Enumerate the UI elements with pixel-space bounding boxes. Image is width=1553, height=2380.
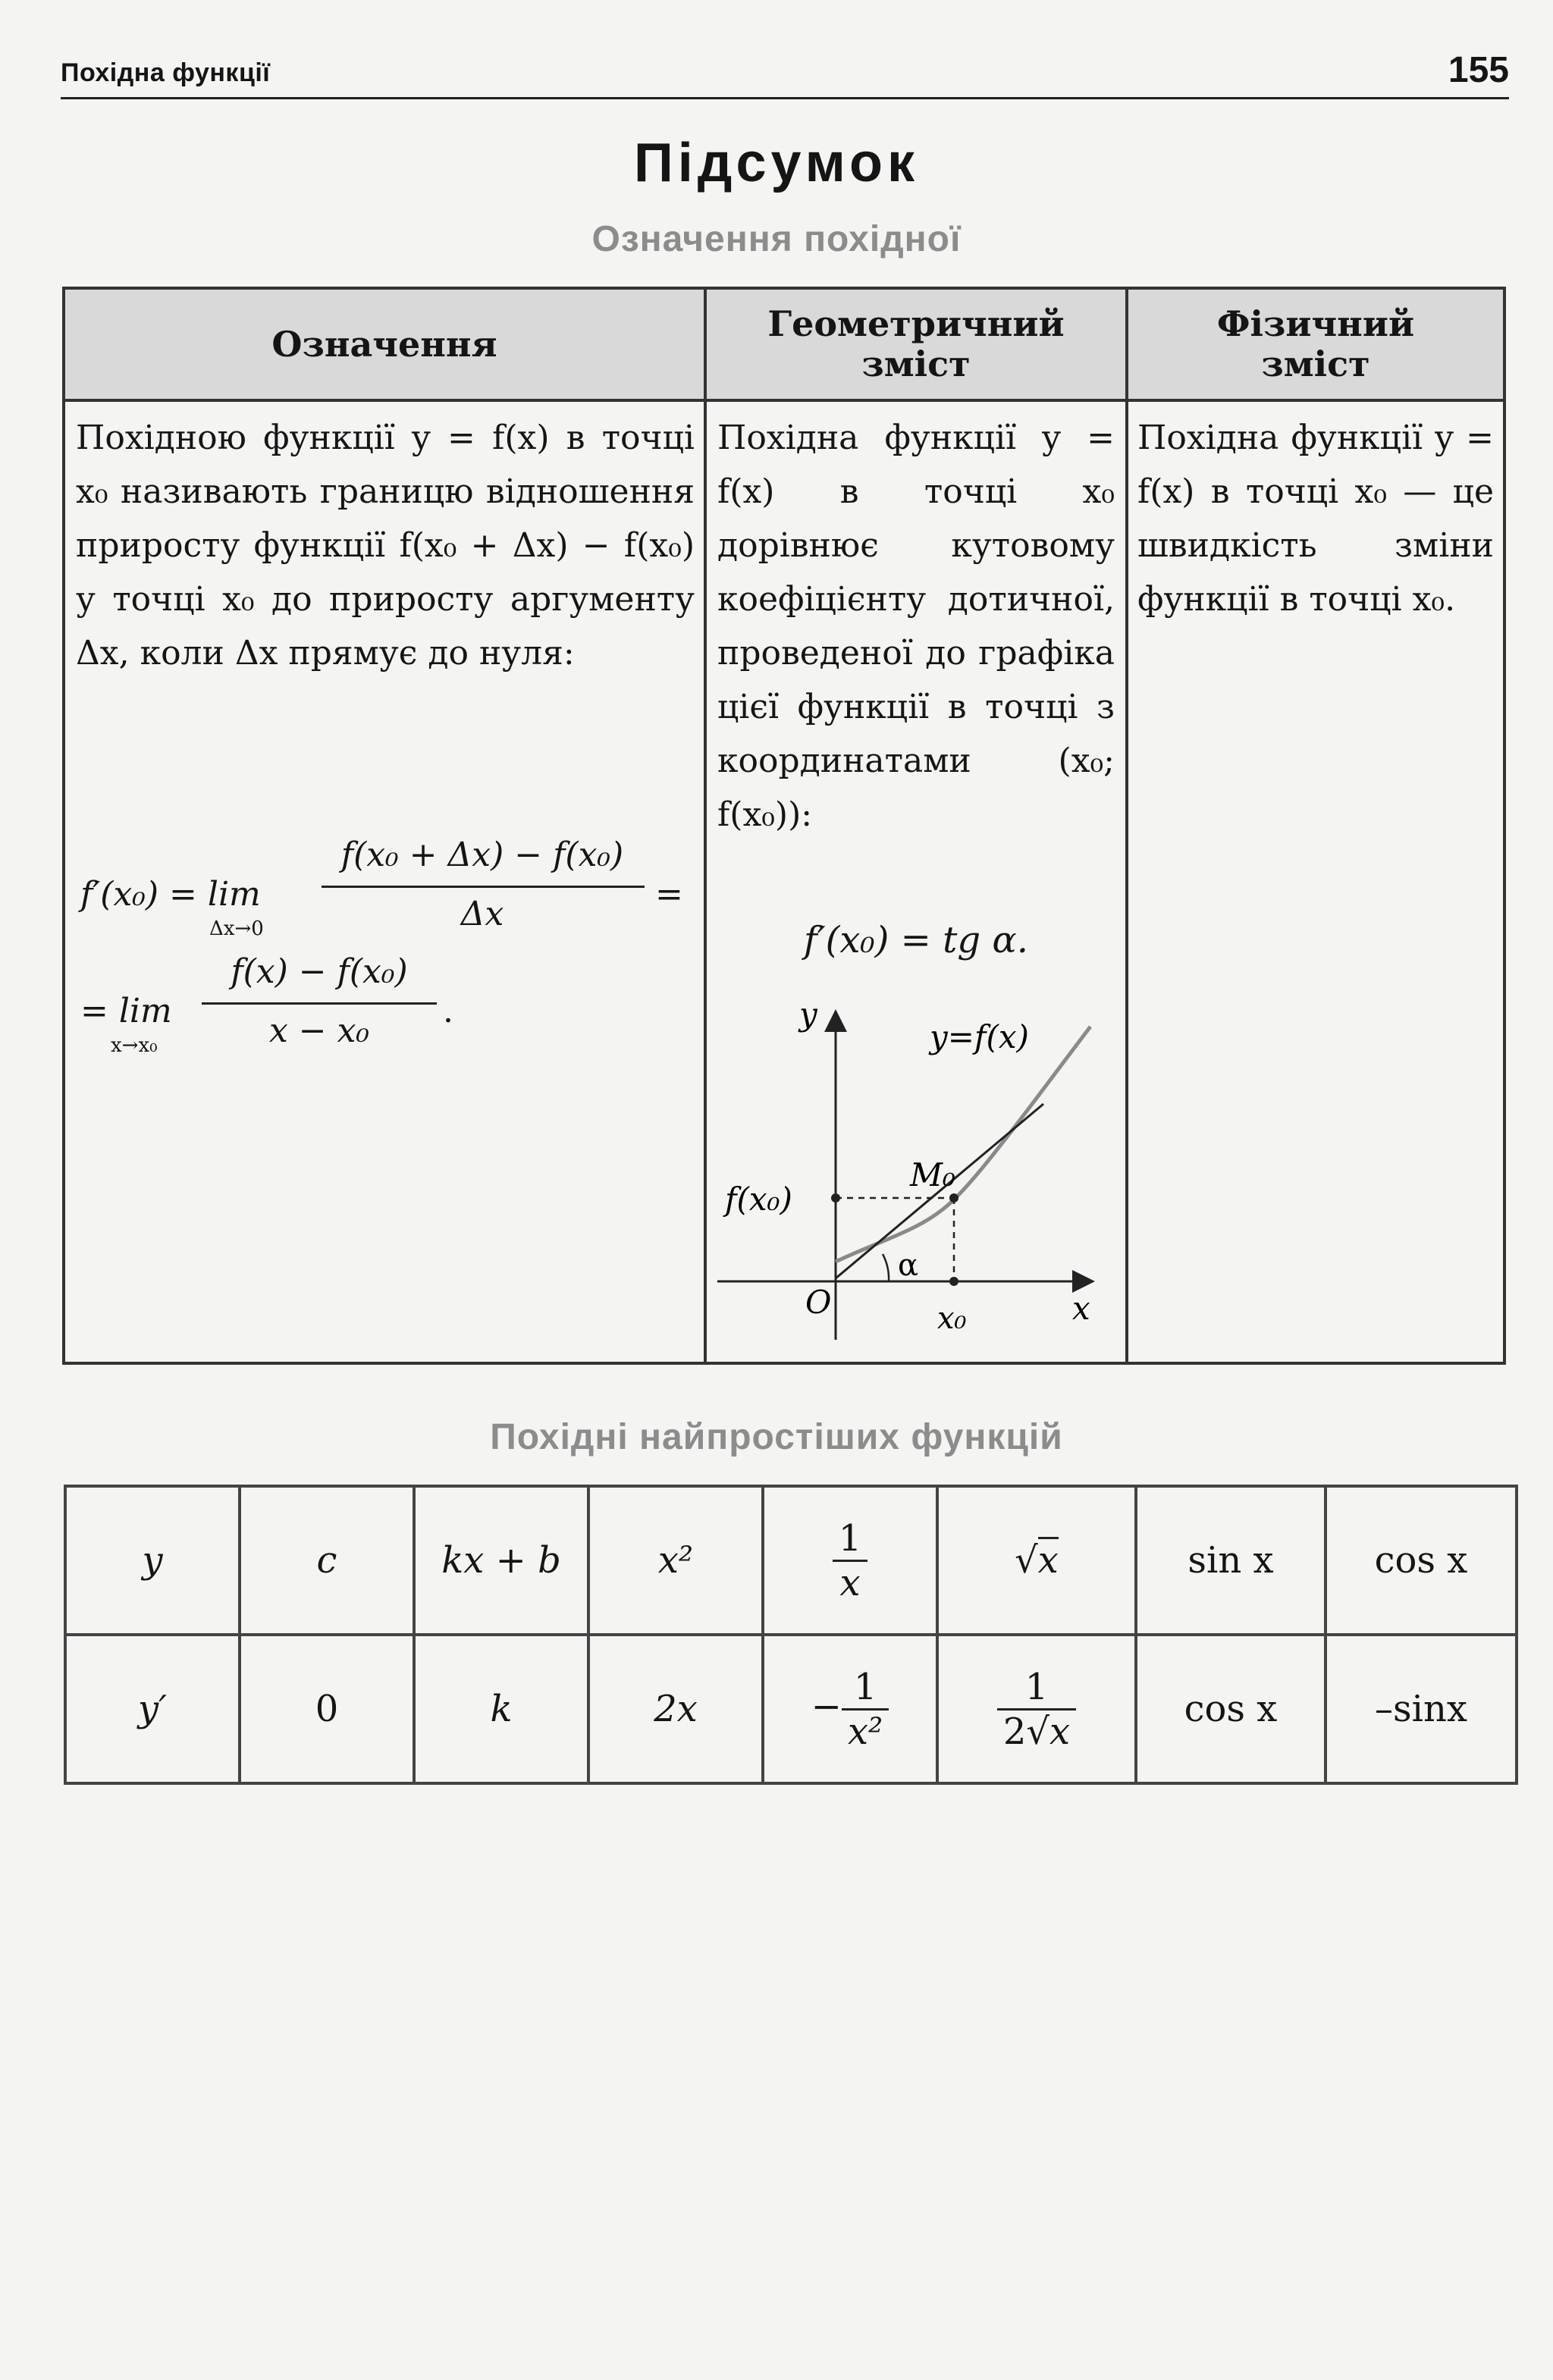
section-title-derivatives: Похідні найпростіших функцій	[490, 1417, 1063, 1457]
formula2-denominator: x − x₀	[268, 1011, 370, 1050]
running-header	[61, 47, 1509, 93]
x-axis-label: x	[1072, 1290, 1090, 1327]
angle-arc	[883, 1254, 889, 1281]
point-m0	[949, 1193, 958, 1203]
tangent-graph	[710, 995, 1119, 1359]
fraction: $\frac{1}{2√x}$	[997, 1666, 1076, 1753]
function-curve	[836, 1027, 1090, 1262]
derivatives-table	[64, 1485, 1518, 1785]
function-cell-reciprocal	[763, 1486, 937, 1635]
period: .	[443, 992, 453, 1030]
function-cell: c	[240, 1486, 414, 1635]
curve-label: y=f(x)	[930, 1018, 1029, 1055]
geometric-text: Похідна функції y = f(x) в точці x₀ дорівнює кутовому коефіцієнту дотичної, проведеної до графіка цієї функції в точці з координатами (x₀; f(x₀)):	[717, 419, 1115, 834]
definition-formula-2	[80, 952, 702, 1058]
formula2-lhs: = lim	[80, 992, 172, 1030]
formula-lhs: f′(x₀) = lim	[80, 875, 261, 914]
formula-denominator: Δx	[460, 895, 504, 933]
definition-text: Похідною функції y = f(x) в точці x₀ називають границю відношення приросту функції f(x₀ + Δx) − f(x₀) у точці x₀ до приросту аргументу Δx, коли Δx прямує до нуля:	[76, 419, 695, 673]
point-fx0	[831, 1193, 840, 1203]
equals-sign: =	[655, 875, 683, 914]
function-cell: kx + b	[414, 1486, 588, 1635]
fraction: $\frac{1}{\text{x²}}$	[842, 1666, 889, 1753]
definition-table	[62, 287, 1506, 1365]
derivative-cell: k	[414, 1635, 588, 1783]
function-cell: x²	[588, 1486, 763, 1635]
function-cell-sqrt: √x	[937, 1486, 1136, 1635]
point-x0	[949, 1277, 958, 1286]
formula2-limit-sub: x→x₀	[111, 1034, 158, 1057]
x0-label: x₀	[937, 1301, 967, 1336]
running-title: Похідна функції	[61, 58, 271, 87]
physical-text: Похідна функції y = f(x) в точці x₀ — це швидкість зміни функції в точці x₀.	[1137, 419, 1494, 619]
header-rule	[61, 97, 1509, 99]
formula-numerator: f(x₀ + Δx) − f(x₀)	[340, 836, 624, 874]
fraction-bar	[322, 886, 645, 888]
fraction: $\frac{1}{x}$	[833, 1517, 868, 1604]
row-label-y: y	[65, 1486, 240, 1635]
angle-label: α	[898, 1248, 919, 1283]
table-row-derivatives	[65, 1635, 1517, 1783]
function-cell: sin x	[1136, 1486, 1326, 1635]
header-definition: Означення	[65, 290, 704, 402]
definition-formula	[80, 836, 702, 942]
fx0-label: f(x₀)	[725, 1181, 792, 1218]
column-divider	[1125, 290, 1128, 1362]
derivative-cell: –sinx	[1326, 1635, 1517, 1783]
column-divider	[704, 290, 707, 1362]
function-cell: cos x	[1326, 1486, 1517, 1635]
derivative-cell-sqrt	[937, 1635, 1136, 1783]
derivative-cell: 0	[240, 1635, 414, 1783]
derivative-cell: 2x	[588, 1635, 763, 1783]
derivative-cell-reciprocal: − $\frac{1}{\text{x²}}$	[763, 1635, 937, 1783]
y-axis-label: y	[799, 996, 817, 1033]
fraction-bar	[202, 1002, 437, 1005]
point-m0-label: M₀	[910, 1156, 955, 1193]
section-title-definition: Означення похідної	[591, 219, 962, 259]
geometric-formula: f′(x₀) = tg α.	[803, 919, 1029, 961]
table-row-functions	[65, 1486, 1517, 1635]
header-physical: Фізичний зміст	[1128, 290, 1503, 402]
formula-limit-sub: Δx→0	[209, 917, 264, 940]
formula2-numerator: f(x) − f(x₀)	[231, 952, 408, 991]
page-title: Підсумок	[634, 133, 919, 193]
derivative-cell: cos x	[1136, 1635, 1326, 1783]
row-label-yprime: y′	[65, 1635, 240, 1783]
origin-label: O	[805, 1284, 832, 1321]
page-number: 155	[1448, 50, 1509, 90]
header-geometric: Геометричний зміст	[707, 290, 1125, 402]
